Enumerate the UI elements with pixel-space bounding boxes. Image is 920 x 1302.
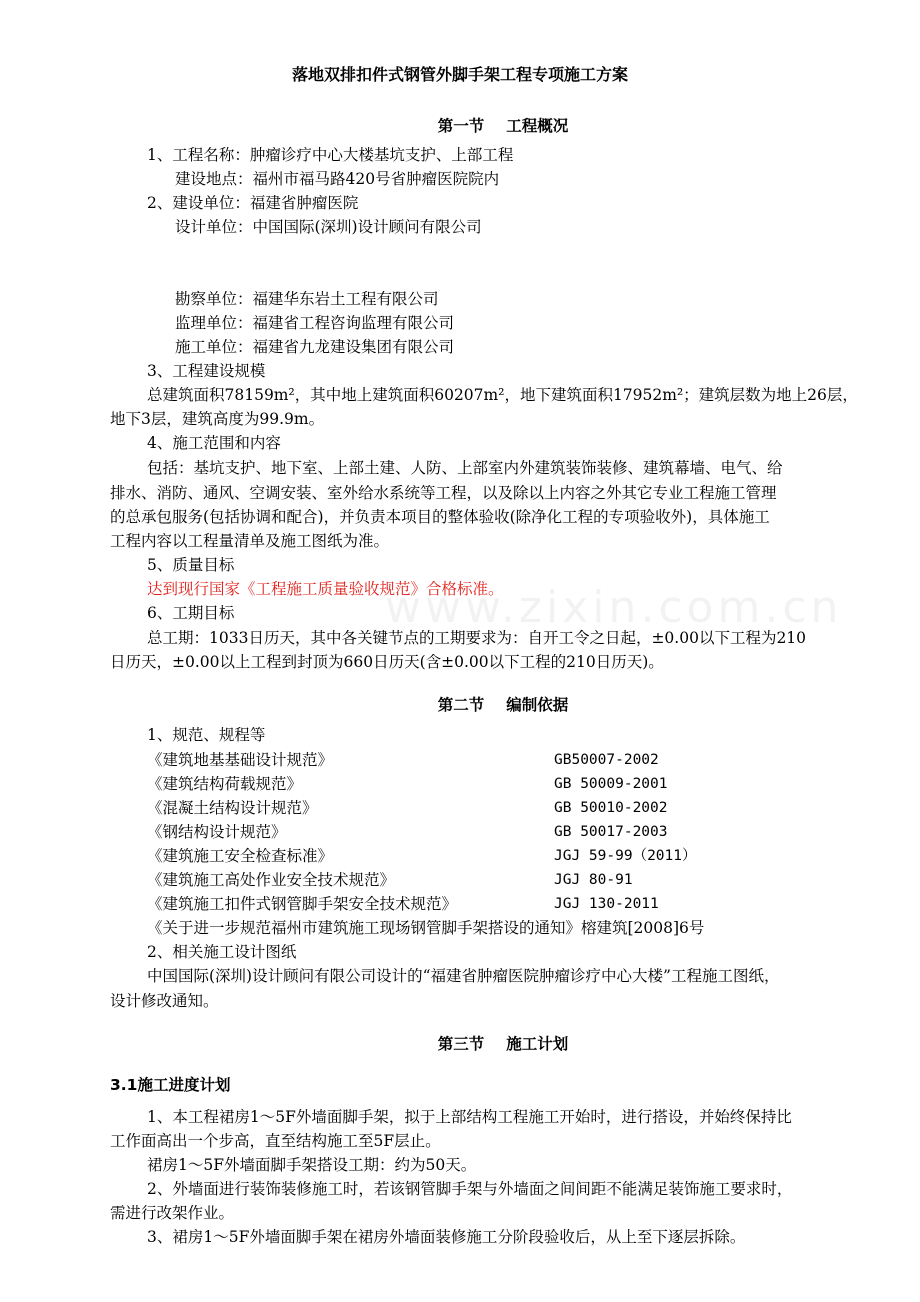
project-location-line: 建设地点：福州市福马路420号省肿瘤医院院内 [175, 170, 500, 188]
designer-line: 设计单位：中国国际(深圳)设计顾问有限公司 [175, 218, 482, 236]
project-name-line: 1、工程名称：肿瘤诊疗中心大楼基坑支护、上部工程 [147, 146, 514, 164]
document-page: www.zixin.com.cn 落地双排扣件式钢管外脚手架工程专项施工方案 第一节 工程概况 1、工程名称：肿瘤诊疗中心大楼基坑支护、上部工程 建设地点：福州市福马路420号省肿瘤医院院内 2、建设单位：福建省肿瘤医院 设计单位：中国国际(深圳)设计顾问有限公司 勘察单位：福建华东岩土工程有限公司 监理单位：福建省工程咨询监理有限公司 施工单位：福建省九龙建设集团有限公司 3、工程建设规模 总建筑面积78159m²，其中地上建筑面积60207m²，地下建筑面积17952m²；建筑层数为地上26层， 地下3层，建筑高度为99.9m。 4、施工范围和内容 包括：基坑支护、地下室、上部土建、人防、上部室内外建筑装饰装修、建筑幕墙、电气、给 排水、消防、通风、空调安装、室外给水系统等工程，以及除以上内容之外其它专业工程施工管理 的总承包服务(包括协调和配合)，并负责本项目的整体验收(除净化工程的专项验收外)，具体施工 工程内容以工程量清单及施工图纸为准。 5、质量目标 达到现行国家《工程施工质量验收规范》合格标准。 6、工期目标 总工期：1033日历天，其中各关键节点的工期要求为：自开工令之日起，±0.00以下工程为210 日历天，±0.00以上工程到封顶为660日历天(含±0.00以下工程的210日历天)。 第二节 编制依据 1、规范、规程等 《建筑地基基础设计规范》 GB50007-2002 《建筑结构荷载规范》 GB 50009-2001 《混凝土结构设计规范》 GB 50010-2002 《钢结构设计规范》 GB 50017-2003 《建筑施工安全检查标准》 JGJ 59-99（2011） 《建筑施工高处作业安全技术规范》 JGJ 80-91 《建筑施工扣件式钢管脚手架安全技术规范》 JGJ 130-2011 《关于进一步规范福州市建筑施工现场钢管脚手架搭设的通知》榕建筑[2008]6号 2、相关施工设计图纸 中国国际(深圳)设计顾问有限公司设计的“福建省肿瘤医院肿瘤诊疗中心大楼”工程施工图纸， 设计修改通知。 第三节 施工计划 3.1施工进度计划 1、本工程裙房1～5F外墙面脚手架，拟于上部结构工程施工开始时，进行搭设，并始终保持比 工作面高出一个步高，直至结构施工至5F层止。 裙房1～5F外墙面脚手架搭设工期：约为50天。 2、外墙面进行装饰装修施工时，若该钢管脚手架与外墙面之间间距不能满足装饰施工要求时， 需进行改架作业。 3、裙房1～5F外墙面脚手架在裙房外墙面装修施工分阶段验收后，从上至下逐层拆除。 [0, 0, 920, 1302]
quality-target: 达到现行国家《工程施工质量验收规范》合格标准。 [147, 580, 504, 598]
watermark: www.zixin.com.cn [385, 582, 843, 633]
plan-text-5: 需进行改架作业。 [110, 1204, 235, 1222]
survey-unit-line: 勘察单位：福建华东岩土工程有限公司 [175, 290, 439, 308]
drawings-text-1: 中国国际(深圳)设计顾问有限公司设计的“福建省肿瘤医院肿瘤诊疗中心大楼”工程施工图纸， [147, 967, 780, 985]
plan-text-4: 2、外墙面进行装饰装修施工时，若该钢管脚手架与外墙面之间间距不能满足装饰施工要求时， [147, 1180, 793, 1198]
supervision-unit-line: 监理单位：福建省工程咨询监理有限公司 [175, 314, 455, 332]
schedule-heading: 6、工期目标 [147, 604, 235, 622]
contractor-line: 施工单位：福建省九龙建设集团有限公司 [175, 338, 455, 356]
scope-text-1: 包括：基坑支护、地下室、上部土建、人防、上部室内外建筑装饰装修、建筑幕墙、电气、给 [147, 459, 783, 477]
scale-heading: 3、工程建设规模 [147, 362, 266, 380]
scope-heading: 4、施工范围和内容 [147, 434, 281, 452]
plan-text-3: 裙房1～5F外墙面脚手架搭设工期：约为50天。 [147, 1156, 477, 1174]
scope-text-3: 的总承包服务(包括协调和配合)，并负责本项目的整体验收(除净化工程的专项验收外)，具体施工 [110, 508, 770, 526]
plan-text-1: 1、本工程裙房1～5F外墙面脚手架，拟于上部结构工程施工开始时，进行搭设，并始终保持比 [147, 1108, 792, 1126]
subsection-heading: 3.1施工进度计划 [110, 1076, 231, 1094]
plan-text-6: 3、裙房1～5F外墙面脚手架在裙房外墙面装修施工分阶段验收后，从上至下逐层拆除。 [147, 1228, 746, 1246]
section-2-heading: 第二节 编制依据 [437, 696, 569, 714]
owner-line: 2、建设单位：福建省肿瘤医院 [147, 194, 359, 212]
scale-text-2: 地下3层，建筑高度为99.9m。 [110, 410, 325, 428]
quality-heading: 5、质量目标 [147, 556, 235, 574]
notice-line: 《关于进一步规范福州市建筑施工现场钢管脚手架搭设的通知》榕建筑[2008]6号 [147, 919, 705, 937]
drawings-heading: 2、相关施工设计图纸 [147, 943, 297, 961]
plan-text-2: 工作面高出一个步高，直至结构施工至5F层止。 [110, 1132, 441, 1150]
scale-text-1: 总建筑面积78159m²，其中地上建筑面积60207m²，地下建筑面积17952m²；建筑层数为地上26层， [147, 386, 858, 404]
section-1-heading: 第一节 工程概况 [437, 117, 569, 135]
document-title: 落地双排扣件式钢管外脚手架工程专项施工方案 [291, 65, 628, 84]
schedule-text-2: 日历天，±0.00以上工程到封顶为660日历天(含±0.00以下工程的210日历天)。 [110, 653, 664, 671]
drawings-text-2: 设计修改通知。 [110, 992, 219, 1010]
scope-text-4: 工程内容以工程量清单及施工图纸为准。 [110, 532, 390, 550]
standards-heading: 1、规范、规程等 [147, 726, 266, 744]
schedule-text-1: 总工期：1033日历天，其中各关键节点的工期要求为：自开工令之日起，±0.00以下工程为210 [147, 629, 807, 647]
section-3-heading: 第三节 施工计划 [437, 1035, 569, 1053]
scope-text-2: 排水、消防、通风、空调安装、室外给水系统等工程，以及除以上内容之外其它专业工程施工管理 [110, 484, 777, 502]
